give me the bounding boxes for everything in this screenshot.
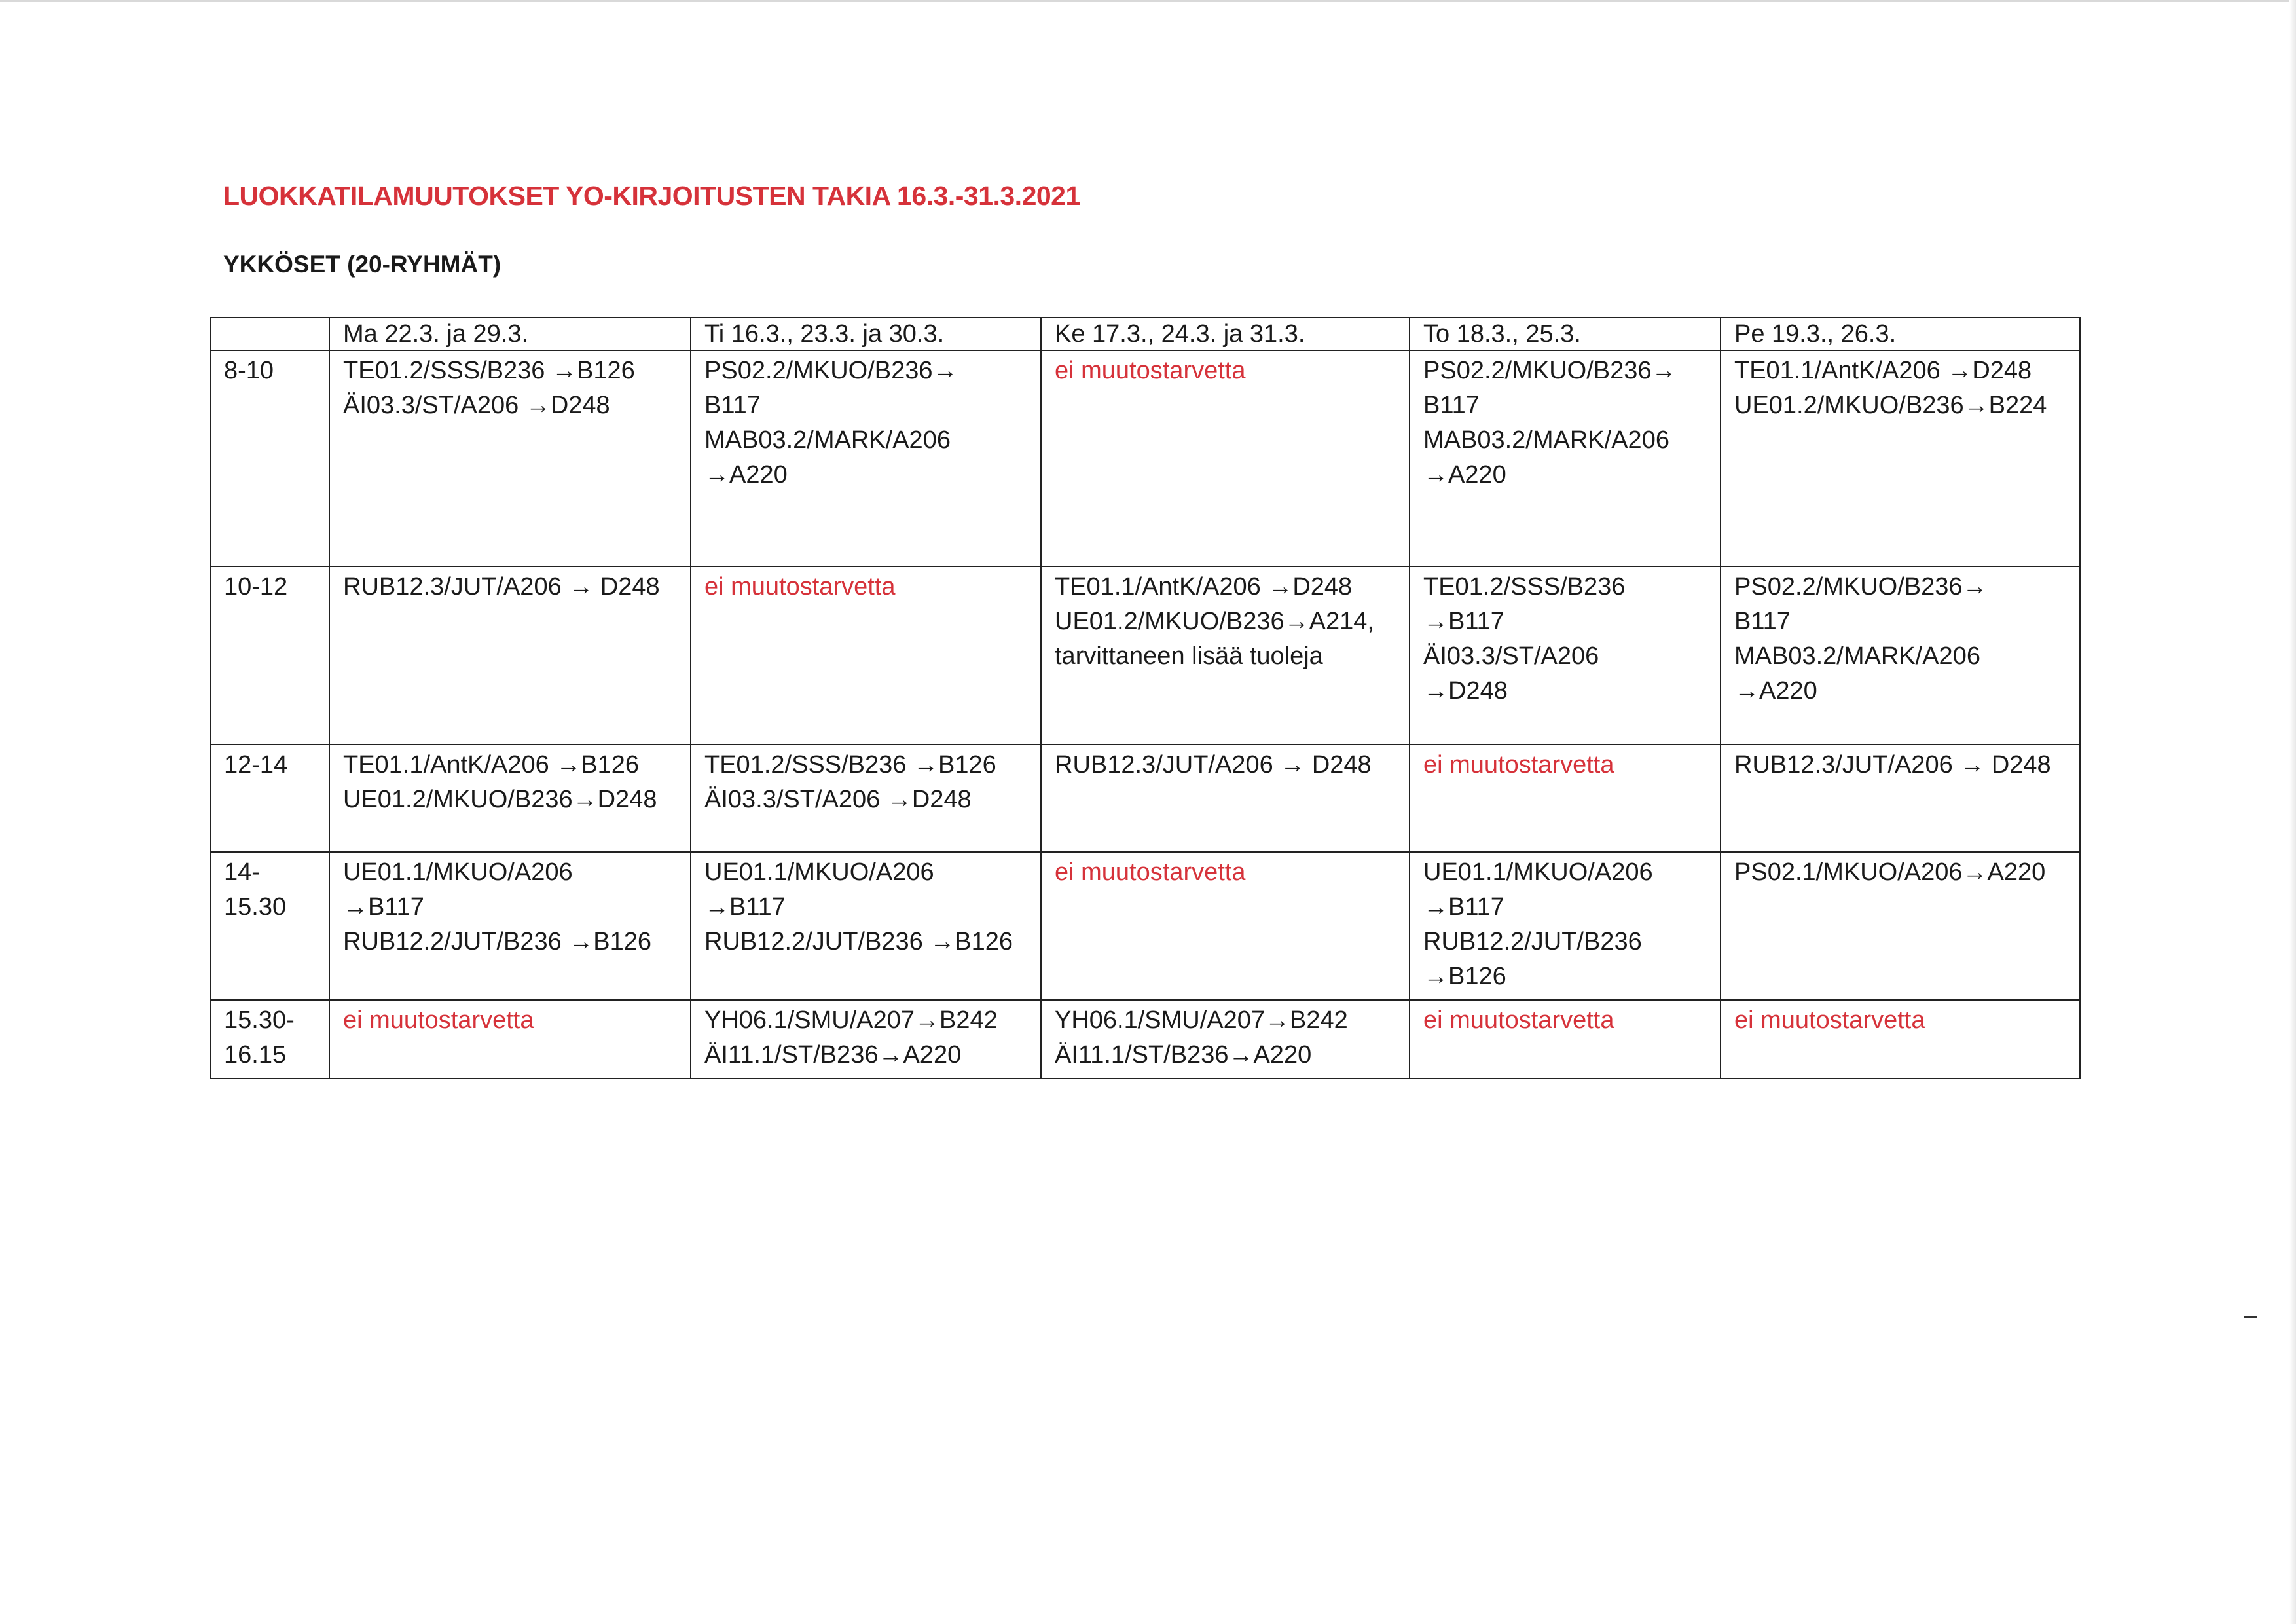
schedule-cell-wednesday <box>1041 745 1410 852</box>
scan-mark <box>2244 1316 2257 1318</box>
no-change-note: ei muutostarvetta <box>1055 858 1246 886</box>
table-row <box>210 1000 2080 1079</box>
schedule-cell-monday <box>329 745 691 852</box>
schedule-cell-tuesday <box>691 1000 1041 1079</box>
room-change-entry: →B117 <box>1423 893 1504 921</box>
time-cell <box>210 566 329 745</box>
room-change-entry: RUB12.2/JUT/B236 <box>1423 928 1642 955</box>
schedule-cell-tuesday <box>691 566 1041 745</box>
schedule-cell-wednesday <box>1041 350 1410 566</box>
room-change-entry: B117 <box>1734 608 1791 635</box>
time-label: 8-10 <box>224 357 274 384</box>
room-change-entry: MAB03.2/MARK/A206 <box>704 426 951 454</box>
schedule-cell-wednesday <box>1041 566 1410 745</box>
room-change-entry: ÄI03.3/ST/A206 →D248 <box>704 786 972 813</box>
table-header-row <box>210 318 2080 350</box>
room-change-entry: →D248 <box>1423 677 1508 705</box>
schedule-cell-tuesday <box>691 852 1041 1000</box>
room-change-entry: MAB03.2/MARK/A206 <box>1734 642 1980 670</box>
no-change-note: ei muutostarvetta <box>1734 1006 1925 1034</box>
room-change-entry: PS02.2/MKUO/B236→ <box>704 357 958 384</box>
room-change-entry: TE01.1/AntK/A206 →D248 <box>1734 357 2032 384</box>
room-change-entry: ÄI11.1/ST/B236→A220 <box>1055 1041 1312 1069</box>
room-change-entry: RUB12.3/JUT/A206 → D248 <box>343 573 660 600</box>
time-label: 15.30- <box>224 1006 295 1034</box>
schedule-cell-friday <box>1721 1000 2080 1079</box>
header-tuesday: Ti 16.3., 23.3. ja 30.3. <box>691 318 1041 350</box>
no-change-note: ei muutostarvetta <box>343 1006 534 1034</box>
schedule-cell-tuesday <box>691 350 1041 566</box>
time-label: 15.30 <box>224 893 287 921</box>
schedule-cell-thursday <box>1410 1000 1721 1079</box>
no-change-note: ei muutostarvetta <box>1423 751 1614 779</box>
room-change-entry: →A220 <box>1734 677 1817 705</box>
room-change-entry: UE01.2/MKUO/B236→A214, <box>1055 608 1374 635</box>
time-label: 12-14 <box>224 751 288 779</box>
schedule-cell-friday <box>1721 745 2080 852</box>
room-change-entry: →B117 <box>1423 608 1504 635</box>
time-label: 16.15 <box>224 1041 287 1069</box>
room-change-entry: UE01.2/MKUO/B236→D248 <box>343 786 657 813</box>
time-cell <box>210 745 329 852</box>
header-thursday: To 18.3., 25.3. <box>1410 318 1721 350</box>
schedule-cell-monday <box>329 566 691 745</box>
room-change-entry: →B117 <box>704 893 786 921</box>
header-monday: Ma 22.3. ja 29.3. <box>329 318 691 350</box>
schedule-cell-wednesday <box>1041 852 1410 1000</box>
time-cell <box>210 852 329 1000</box>
room-change-entry: TE01.1/AntK/A206 →B126 <box>343 751 640 779</box>
document-title: LUOKKATILAMUUTOKSET YO-KIRJOITUSTEN TAKIA 16.3.-31.3.2021 <box>223 181 1080 211</box>
schedule-cell-wednesday <box>1041 1000 1410 1079</box>
schedule-cell-friday <box>1721 852 2080 1000</box>
no-change-note: ei muutostarvetta <box>1055 357 1246 384</box>
table-row <box>210 566 2080 745</box>
scan-right-edge <box>2289 0 2296 1624</box>
room-change-entry: →A220 <box>704 461 788 489</box>
room-change-entry: TE01.1/AntK/A206 →D248 <box>1055 573 1353 600</box>
header-friday: Pe 19.3., 26.3. <box>1721 318 2080 350</box>
room-change-entry: UE01.1/MKUO/A206 <box>704 858 934 886</box>
room-change-entry: UE01.1/MKUO/A206 <box>343 858 573 886</box>
room-change-entry: RUB12.3/JUT/A206 → D248 <box>1055 751 1372 779</box>
schedule-cell-thursday <box>1410 745 1721 852</box>
schedule-cell-tuesday <box>691 745 1041 852</box>
schedule-cell-thursday <box>1410 566 1721 745</box>
room-change-entry: ÄI03.3/ST/A206 <box>1423 642 1599 670</box>
room-change-entry: MAB03.2/MARK/A206 <box>1423 426 1669 454</box>
room-change-entry: PS02.2/MKUO/B236→ <box>1423 357 1677 384</box>
schedule-cell-monday <box>329 852 691 1000</box>
schedule-cell-monday <box>329 1000 691 1079</box>
room-change-entry: TE01.2/SSS/B236 →B126 <box>343 357 635 384</box>
time-label: 10-12 <box>224 573 288 600</box>
time-cell <box>210 350 329 566</box>
table-row <box>210 745 2080 852</box>
room-change-entry: →B117 <box>343 893 424 921</box>
room-change-entry: UE01.2/MKUO/B236→B224 <box>1734 392 2047 419</box>
header-wednesday: Ke 17.3., 24.3. ja 31.3. <box>1041 318 1410 350</box>
no-change-note: ei muutostarvetta <box>704 573 896 600</box>
room-change-entry: YH06.1/SMU/A207→B242 <box>704 1006 998 1034</box>
section-title: YKKÖSET (20-RYHMÄT) <box>223 251 501 278</box>
room-change-entry: UE01.1/MKUO/A206 <box>1423 858 1653 886</box>
room-change-note: tarvittaneen lisää tuoleja <box>1055 642 1323 670</box>
no-change-note: ei muutostarvetta <box>1423 1006 1614 1034</box>
room-change-entry: RUB12.2/JUT/B236 →B126 <box>704 928 1013 955</box>
room-change-entry: ÄI11.1/ST/B236→A220 <box>704 1041 962 1069</box>
time-cell <box>210 1000 329 1079</box>
room-change-entry: PS02.1/MKUO/A206→A220 <box>1734 858 2046 886</box>
room-change-entry: ÄI03.3/ST/A206 →D248 <box>343 392 610 419</box>
room-change-entry: RUB12.2/JUT/B236 →B126 <box>343 928 652 955</box>
table-row <box>210 350 2080 566</box>
schedule-cell-monday <box>329 350 691 566</box>
schedule-cell-thursday <box>1410 852 1721 1000</box>
room-change-table <box>210 317 2081 1079</box>
room-change-entry: →B126 <box>1423 963 1506 990</box>
room-change-entry: B117 <box>704 392 761 419</box>
time-label: 14- <box>224 858 260 886</box>
room-change-entry: TE01.2/SSS/B236 →B126 <box>704 751 996 779</box>
room-change-entry: →A220 <box>1423 461 1506 489</box>
schedule-cell-friday <box>1721 350 2080 566</box>
room-change-entry: PS02.2/MKUO/B236→ <box>1734 573 1988 600</box>
schedule-cell-thursday <box>1410 350 1721 566</box>
header-corner-cell <box>210 318 329 350</box>
room-change-entry: YH06.1/SMU/A207→B242 <box>1055 1006 1348 1034</box>
table-row <box>210 852 2080 1000</box>
scan-top-edge <box>0 0 2296 2</box>
room-change-entry: TE01.2/SSS/B236 <box>1423 573 1626 600</box>
room-change-entry: RUB12.3/JUT/A206 → D248 <box>1734 751 2051 779</box>
room-change-entry: B117 <box>1423 392 1480 419</box>
schedule-cell-friday <box>1721 566 2080 745</box>
